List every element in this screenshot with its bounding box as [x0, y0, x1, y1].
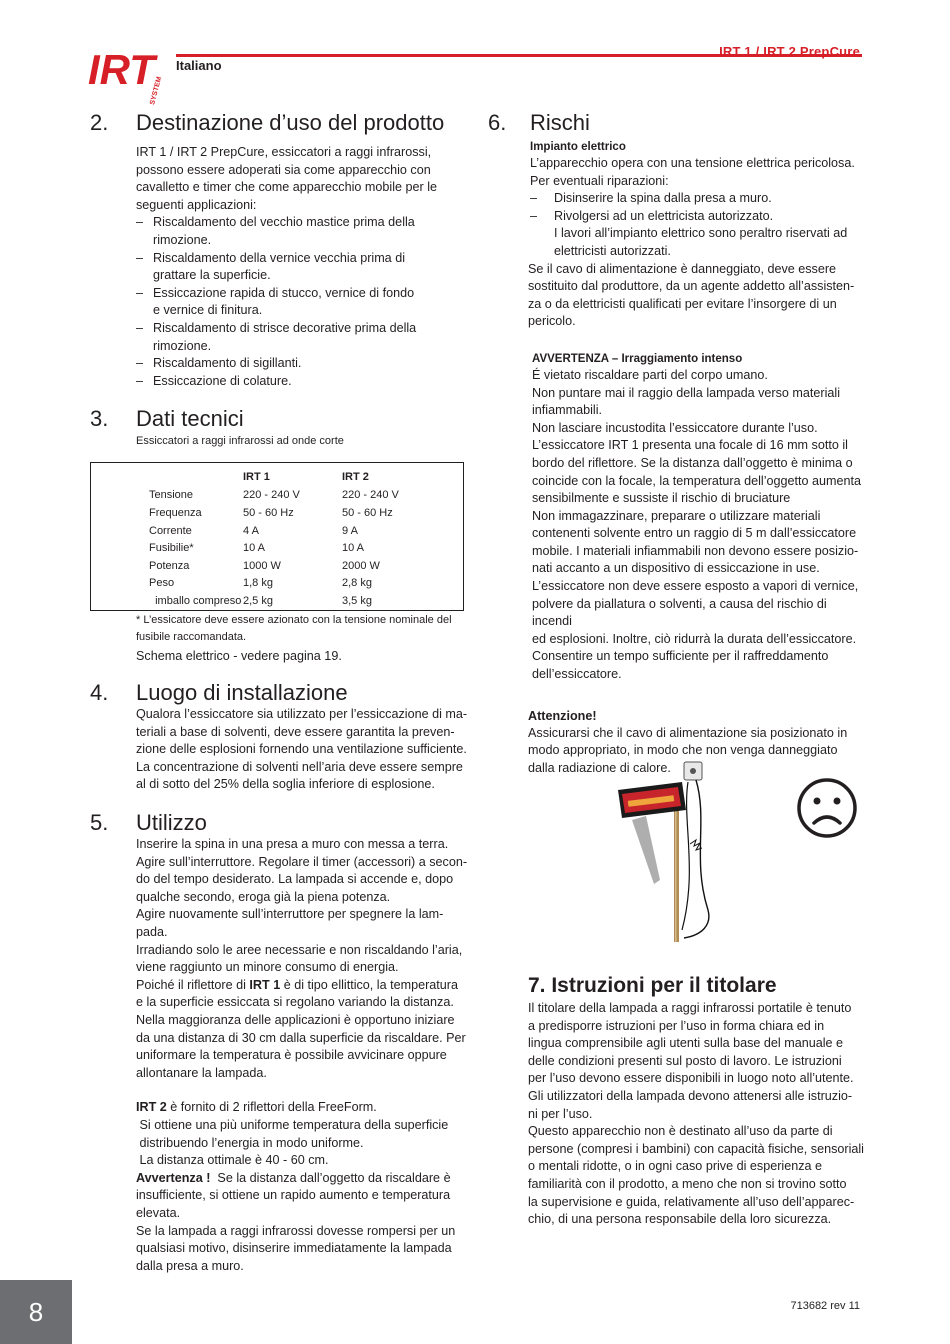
irt-logo — [88, 46, 172, 106]
table-cell: 2,5 kg — [243, 594, 273, 607]
text-line: pada. — [136, 925, 168, 939]
radiation-warning-heading: AVVERTENZA – Irraggiamento intenso — [532, 352, 743, 365]
text-line: L’essiccatore IRT 1 presenta una focale di 16 mm sotto il — [532, 438, 848, 453]
text-line: lingua comprensibile agli utenti sulla base del manuale e — [528, 1036, 844, 1051]
text-line: qualsiasi motivo, disinserire immediatamente la lampada — [136, 1241, 452, 1256]
list-item-line: e vernice di finitura. — [153, 303, 263, 318]
list-item-line: – Essiccazione rapida di stucco, vernice di fondo — [153, 285, 415, 300]
table-row — [149, 505, 399, 523]
section-4-number: 4. — [90, 680, 109, 706]
text-line: insufficiente, si ottiene un rapido aumento e temperatura — [136, 1188, 451, 1203]
text-line: per l’uso devono essere disponibili in luogo noto all’utente. — [528, 1071, 854, 1086]
table-row — [149, 558, 399, 576]
section-3-title: Dati tecnici — [136, 406, 244, 432]
section-3-body — [90, 434, 470, 666]
text-line: pericolo. — [528, 314, 576, 329]
logo-text: IRT — [88, 46, 155, 93]
text-span: è di tipo ellittico, la temperatura — [280, 977, 459, 992]
text-line: sensibilmente e sussiste il rischio di bruciature — [532, 491, 791, 506]
list-item — [136, 355, 470, 373]
text-line: delle condizioni presenti sul posto di lavoro. Le istruzioni — [528, 1053, 842, 1068]
table-cell: 50 - 60 Hz — [342, 506, 393, 519]
text-line: infiammabili. — [532, 403, 602, 418]
table-row — [149, 540, 399, 558]
text-line: La distanza ottimale è 40 - 60 cm. — [136, 1153, 329, 1168]
tech-data-table — [90, 462, 464, 611]
text-line: É vietato riscaldare parti del corpo umano. — [532, 367, 768, 382]
text-line: mobile. I materiali infiammabili non devono essere posizio- — [532, 543, 859, 558]
list-item — [136, 373, 470, 391]
text-line: a predisporre istruzioni per l’uso in forma chiara ed in — [528, 1018, 825, 1033]
text-line: elevata. — [136, 1205, 181, 1220]
table-cell: 1000 W — [243, 559, 281, 572]
table-header-cell: IRT 2 — [342, 471, 369, 484]
table-cell: Frequenza — [149, 506, 202, 519]
list-item-line: I lavori all’impianto elettrico sono peraltro riservati ad — [554, 226, 848, 241]
table-row — [149, 575, 399, 593]
text-line: polvere da piallatura o solventi, a causa del rischio di incendi — [532, 596, 827, 629]
section-5-title: Utilizzo — [136, 810, 207, 836]
section-3-number: 3. — [90, 406, 109, 432]
table-cell: Tensione — [149, 489, 194, 502]
table-row — [149, 523, 399, 541]
table-cell: 3,5 kg — [342, 594, 372, 607]
section-3-heading — [90, 404, 470, 434]
attention-heading: Attenzione! — [528, 708, 597, 723]
section-6-title: Rischi — [530, 110, 590, 135]
text-line: allontanare la lampada. — [136, 1065, 267, 1080]
electrical-heading: Impianto elettrico — [530, 141, 626, 153]
text-line: L’apparecchio opera con una tensione elettrica pericolosa. — [530, 156, 855, 170]
table-cell: Peso — [149, 577, 175, 590]
text-span: Se la distanza dall’oggetto da riscaldare è — [213, 1170, 451, 1185]
section-7-title: 7. Istruzioni per il titolare — [528, 974, 777, 997]
table-cell: 9 A — [342, 524, 358, 537]
section-5-heading — [90, 810, 470, 836]
table-cell: 10 A — [342, 542, 365, 555]
text-line — [136, 1099, 470, 1117]
header-doc-title: IRT 1 / IRT 2 PrepCure — [719, 44, 860, 59]
text-line: Per eventuali riparazioni: — [530, 173, 669, 188]
text-line: contenenti solvente entro un raggio di 5 m dall’essiccatore — [532, 526, 857, 541]
text-span: Poiché il riflettore di — [136, 977, 250, 992]
text-line: qualche secondo, eroga già la piena potenza. — [136, 889, 391, 904]
text-line: ed esplosioni. Inoltre, ciò ridurrà la durata dell’essiccatore. — [532, 631, 857, 646]
text-span: è fornito di 2 riflettori della FreeForm. — [166, 1100, 377, 1115]
section-5-body — [90, 836, 470, 1275]
text-line: Agire sull’interruttore. Regolare il timer (accessori) a secon- — [136, 854, 468, 869]
list-item — [136, 285, 470, 320]
section-6-number: 6. — [488, 110, 507, 135]
lamp-stand-illustration — [612, 760, 722, 942]
schema-reference: Schema elettrico - vedere pagina 19. — [136, 649, 342, 664]
table-cell: 50 - 60 Hz — [243, 506, 294, 519]
radiation-warning — [488, 351, 864, 684]
list-item — [136, 250, 470, 285]
table-cell: 220 - 240 V — [243, 489, 300, 502]
section-4-heading — [90, 680, 470, 706]
table-header-row — [149, 467, 399, 487]
electrical-list — [530, 190, 864, 260]
text-line: za o da elettricisti qualificati per evitare l’insorgere di un — [528, 296, 837, 311]
text-line: Se la lampada a raggi infrarossi dovesse rompersi per un — [136, 1223, 456, 1238]
table-footnote — [90, 612, 470, 646]
text-line: Consentire un tempo sufficiente per il raffreddamento — [532, 649, 829, 664]
list-item-line: – Riscaldamento di sigillanti. — [153, 356, 302, 371]
section-2-intro-line: possono essere adoperati sia come apparecchio con — [136, 162, 431, 177]
header-language: Italiano — [176, 58, 222, 73]
text-line: coincide con la focale, la temperatura dell’oggetto aumenta — [532, 473, 862, 488]
section-4-title: Luogo di installazione — [136, 680, 348, 706]
table-cell: 2000 W — [342, 559, 380, 572]
text-line: persone (compresi i bambini) con capacità fisiche, sensoriali — [528, 1141, 864, 1156]
section-2-list — [136, 214, 470, 390]
text-line: zione delle esplosioni fornendo una ventilazione sufficiente. — [136, 742, 467, 757]
table-row — [149, 593, 399, 611]
text-line: Inserire la spina in una presa a muro con messa a terra. — [136, 837, 449, 852]
text-line: do del tempo desiderato. La lampada si accende e, dopo — [136, 872, 454, 887]
table-cell: imballo compreso — [149, 594, 242, 607]
table-cell: Potenza — [149, 559, 190, 572]
section-6-body — [488, 139, 864, 155]
text-line: teriali a base di solventi, deve essere garantita la preven- — [136, 724, 455, 739]
text-line: modo appropriato, in modo che non venga danneggiato — [528, 743, 838, 758]
list-item-line: – Riscaldamento della vernice vecchia prima di — [153, 250, 405, 265]
right-column — [488, 108, 864, 777]
text-line: viene raggiunto un minore consumo di energia. — [136, 960, 399, 975]
text-line: dell’essiccatore. — [532, 667, 622, 682]
text-line: Questo apparecchio non è destinato all’uso da parte di — [528, 1124, 833, 1139]
text-line: Il titolare della lampada a raggi infrarossi portatile è tenuto — [528, 1001, 852, 1015]
footnote-line: fusibile raccomandata. — [136, 631, 247, 644]
table-cell: 4 A — [243, 524, 259, 537]
list-item-line: elettricisti autorizzati. — [554, 243, 671, 258]
text-line: e la superficie essiccata si regolano variando la distanza. — [136, 995, 454, 1010]
section-5-number: 5. — [90, 810, 109, 836]
list-item — [136, 320, 470, 355]
text-line: Qualora l’essiccatore sia utilizzato per l’essiccazione di ma- — [136, 707, 468, 722]
section-2-title: Destinazione d’uso del prodotto — [136, 110, 445, 135]
text-line: Si ottiene una più uniforme temperatura della superficie — [136, 1117, 449, 1132]
text-line: ni per l’uso. — [528, 1106, 593, 1121]
text-line — [136, 977, 470, 995]
section-2-intro-line: cavalletto e timer che come apparecchio mobile per le — [136, 180, 438, 195]
page-number: 8 — [28, 1297, 44, 1327]
document-reference: 713682 rev 11 — [790, 1300, 860, 1312]
electrical-text — [488, 155, 864, 261]
text-line — [136, 1170, 470, 1188]
text-line: dalla presa a muro. — [136, 1258, 244, 1273]
text-line: sostituito dal produttore, da un agente addetto all’assisten- — [528, 279, 855, 294]
text-line: o mentali ridotte, o in ogni caso prive di esperienza e — [528, 1159, 823, 1174]
text-line: Se il cavo di alimentazione è danneggiato, deve essere — [528, 261, 837, 276]
text-line: chio, di una persona responsabile della loro sicurezza. — [528, 1212, 832, 1227]
text-line: Irradiando solo le aree necessarie e non riscaldando l’aria, — [136, 942, 463, 957]
text-line: uniformare la temperatura è possibile avvicinare oppure — [136, 1048, 447, 1063]
list-item — [136, 214, 470, 249]
list-item-line: rimozione. — [153, 338, 212, 353]
text-line: la supervisione e guida, relativamente all’uso dell’apparec- — [528, 1194, 855, 1209]
list-item-line: grattare la superficie. — [153, 268, 271, 283]
table-cell: 2,8 kg — [342, 577, 372, 590]
table-cell: 10 A — [243, 542, 266, 555]
table-cell: 1,8 kg — [243, 577, 273, 590]
table-cell: Fusibilie* — [149, 542, 194, 555]
text-line: dalla radiazione di calore. — [528, 760, 671, 775]
text-line: nati accanto a un dispositivo di essiccazione in use. — [532, 561, 820, 576]
section-2-heading — [90, 108, 470, 138]
model-name: IRT 1 — [249, 977, 281, 992]
list-item-line: – Disinserire la spina dalla presa a muro. — [554, 191, 772, 206]
left-column — [90, 108, 470, 1275]
section-6-heading — [488, 108, 864, 138]
list-item-line: rimozione. — [153, 232, 212, 247]
list-item-line: – Essiccazione di colature. — [153, 373, 292, 388]
table-header-cell: IRT 1 — [243, 471, 270, 484]
list-item-line: – Riscaldamento di strisce decorative prima della — [153, 320, 417, 335]
text-line: La concentrazione di solventi nell’aria deve essere sempre — [136, 759, 463, 774]
text-line: bordo del riflettore. Se la distanza dall’oggetto è minima o — [532, 455, 853, 470]
text-line: familiarità con il prodotto, a meno che non si trovino sotto — [528, 1176, 847, 1191]
text-line: Non puntare mai il raggio della lampada verso materiali — [532, 385, 841, 400]
text-line: L’essiccatore non deve essere esposto a vapori di vernice, — [532, 579, 859, 594]
list-item — [530, 208, 864, 261]
footnote-line: * L’essicatore deve essere azionato con la tensione nominale del — [136, 614, 452, 627]
section-7 — [528, 972, 868, 1229]
text-line: Assicurarsi che il cavo di alimentazione sia posizionato in — [528, 725, 848, 740]
section-2-number: 2. — [90, 110, 109, 135]
logo-subtext: SYSTEM — [149, 75, 164, 106]
list-item — [530, 190, 864, 208]
text-line: Non immagazzinare, preparare o utilizzare materiali — [532, 508, 821, 523]
text-line: Nella maggioranza delle applicazioni è opportuno iniziare — [136, 1012, 455, 1027]
model-name: IRT 2 — [136, 1100, 167, 1115]
section-4-body — [90, 706, 470, 794]
list-item-line: – Rivolgersi ad un elettricista autorizzato. — [554, 208, 774, 223]
warning-label: Avvertenza ! — [136, 1170, 214, 1185]
sad-face-icon — [796, 777, 858, 839]
section-7-body — [528, 1000, 868, 1229]
table-cell: Corrente — [149, 524, 192, 537]
cable-text — [488, 261, 864, 331]
text-line: Non lasciare incustodita l’essiccatore durante l’uso. — [532, 420, 818, 435]
table-row — [149, 487, 399, 505]
section-2-intro-line: IRT 1 / IRT 2 PrepCure, essiccatori a raggi infrarossi, — [136, 145, 432, 159]
list-item-line: – Riscaldamento del vecchio mastice prima della — [153, 215, 415, 230]
text-line: al di sotto del 25% della soglia inferiore di esplosione. — [136, 777, 435, 792]
text-line: distribuendo l’energia in modo uniforme. — [136, 1135, 364, 1150]
text-line: Gli utilizzatori della lampada devono attenersi alle istruzio- — [528, 1088, 853, 1103]
section-2-intro-line: seguenti applicazioni: — [136, 197, 257, 212]
table-cell: 220 - 240 V — [342, 489, 399, 502]
section-2-body — [90, 144, 470, 390]
text-line: da una distanza di 30 cm dalla superficie da riscaldare. Per — [136, 1030, 466, 1045]
section-3-subtitle: Essiccatori a raggi infrarossi ad onde corte — [136, 435, 344, 448]
text-line: Agire nuovamente sull’interruttore per spegnere la lam- — [136, 907, 444, 922]
table-header-cell — [149, 467, 243, 487]
